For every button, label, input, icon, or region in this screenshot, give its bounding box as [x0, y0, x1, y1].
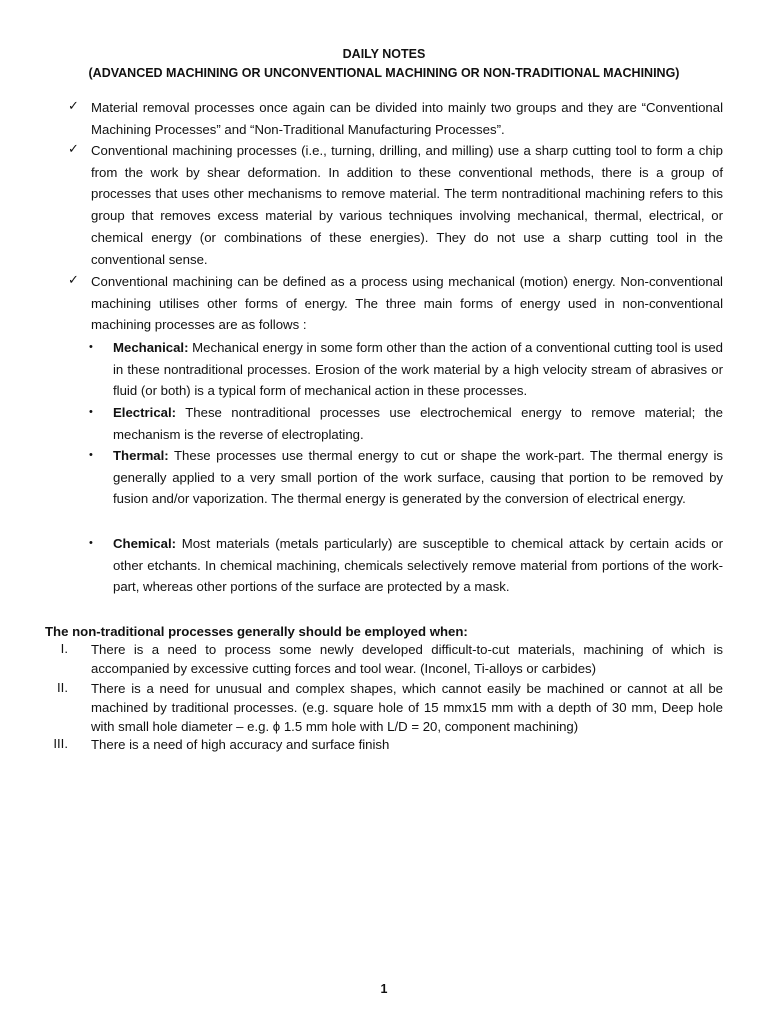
energy-form-item — [113, 402, 723, 445]
roman-numeral: II. — [57, 680, 68, 695]
bullet-icon: • — [89, 341, 93, 353]
check-item-text: Conventional machining can be defined as a process using mechanical (motion) energy. Non-conventional machining utilises other forms of energy. The three main forms of energy used in non-conventional machining processes are as follows : — [91, 274, 723, 333]
energy-description: These nontraditional processes use electrochemical energy to remove material; the mechanism is the reverse of electroplating. — [113, 405, 723, 442]
condition-item: There is a need for unusual and complex shapes, which cannot easily be machined or cannot at all be machined by traditional processes. (e.g. square hole of 15 mmx15 mm with a depth of 30 mm, Deep hole with small hole diameter – e.g. ϕ 1.5 mm hole with L/D = 20, component machining) — [91, 681, 723, 734]
energy-term: Chemical: — [113, 536, 177, 551]
energy-description: Mechanical energy in some form other than the action of a conventional cutting tool is used in these nontraditional processes. Erosion of the work material by a high velocity stream of abrasives or fluid (or both) is a typical form of mechanical action in these processes. — [113, 340, 723, 399]
energy-description: These processes use thermal energy to cut or shape the work-part. The thermal energy is generally applied to a very small portion of the work surface, causing that portion to be removed by fusion and/or vaporization. The thermal energy is generated by the conversion of electrical energy. — [113, 448, 723, 507]
bullet-icon: • — [89, 406, 93, 418]
roman-numeral: III. — [53, 736, 68, 751]
roman-numeral: I. — [60, 641, 68, 656]
energy-term: Electrical: — [113, 405, 177, 420]
condition-item: There is a need to process some newly developed difficult-to-cut materials, machining of which is accompanied by excessive cutting forces and tool wear. (Inconel, Ti-alloys or carbides) — [91, 642, 723, 676]
condition-item: There is a need of high accuracy and surface finish — [91, 737, 390, 752]
check-item-text: Material removal processes once again can be divided into mainly two groups and they are “Conventional Machining Processes” and “Non-Traditional Manufacturing Processes”. — [91, 100, 723, 137]
energy-description: Most materials (metals particularly) are susceptible to chemical attack by certain acids or other etchants. In chemical machining, chemicals selectively remove material from portions of the work-part, whereas other portions of the surface are protected by a mask. — [113, 536, 723, 595]
page-number: 1 — [380, 982, 388, 996]
energy-form-item — [113, 445, 723, 510]
energy-form-item — [113, 337, 723, 402]
check-item-text: Conventional machining processes (i.e., turning, drilling, and milling) use a sharp cutting tool to form a chip from the work by shear deformation. In addition to these conventional methods, there is a group of processes that uses other mechanisms to remove material. The term nontraditional machining refers to this group that removes excess material by various techniques involving mechanical, thermal, electrical, or chemical energy (or combinations of these energies). They do not use a sharp cutting tool in the conventional sense. — [91, 143, 723, 267]
doc-title: DAILY NOTES — [342, 47, 426, 61]
check-icon: ✓ — [68, 98, 79, 113]
check-icon: ✓ — [68, 141, 79, 156]
check-icon: ✓ — [68, 272, 79, 287]
bullet-icon: • — [89, 537, 93, 549]
bullet-icon: • — [89, 449, 93, 461]
section-heading: The non-traditional processes generally should be employed when: — [45, 624, 468, 639]
doc-subtitle: (ADVANCED MACHINING OR UNCONVENTIONAL MACHINING OR NON-TRADITIONAL MACHINING) — [88, 66, 680, 80]
energy-term: Thermal: — [113, 448, 169, 463]
energy-term: Mechanical: — [113, 340, 189, 355]
energy-form-item — [113, 533, 723, 598]
